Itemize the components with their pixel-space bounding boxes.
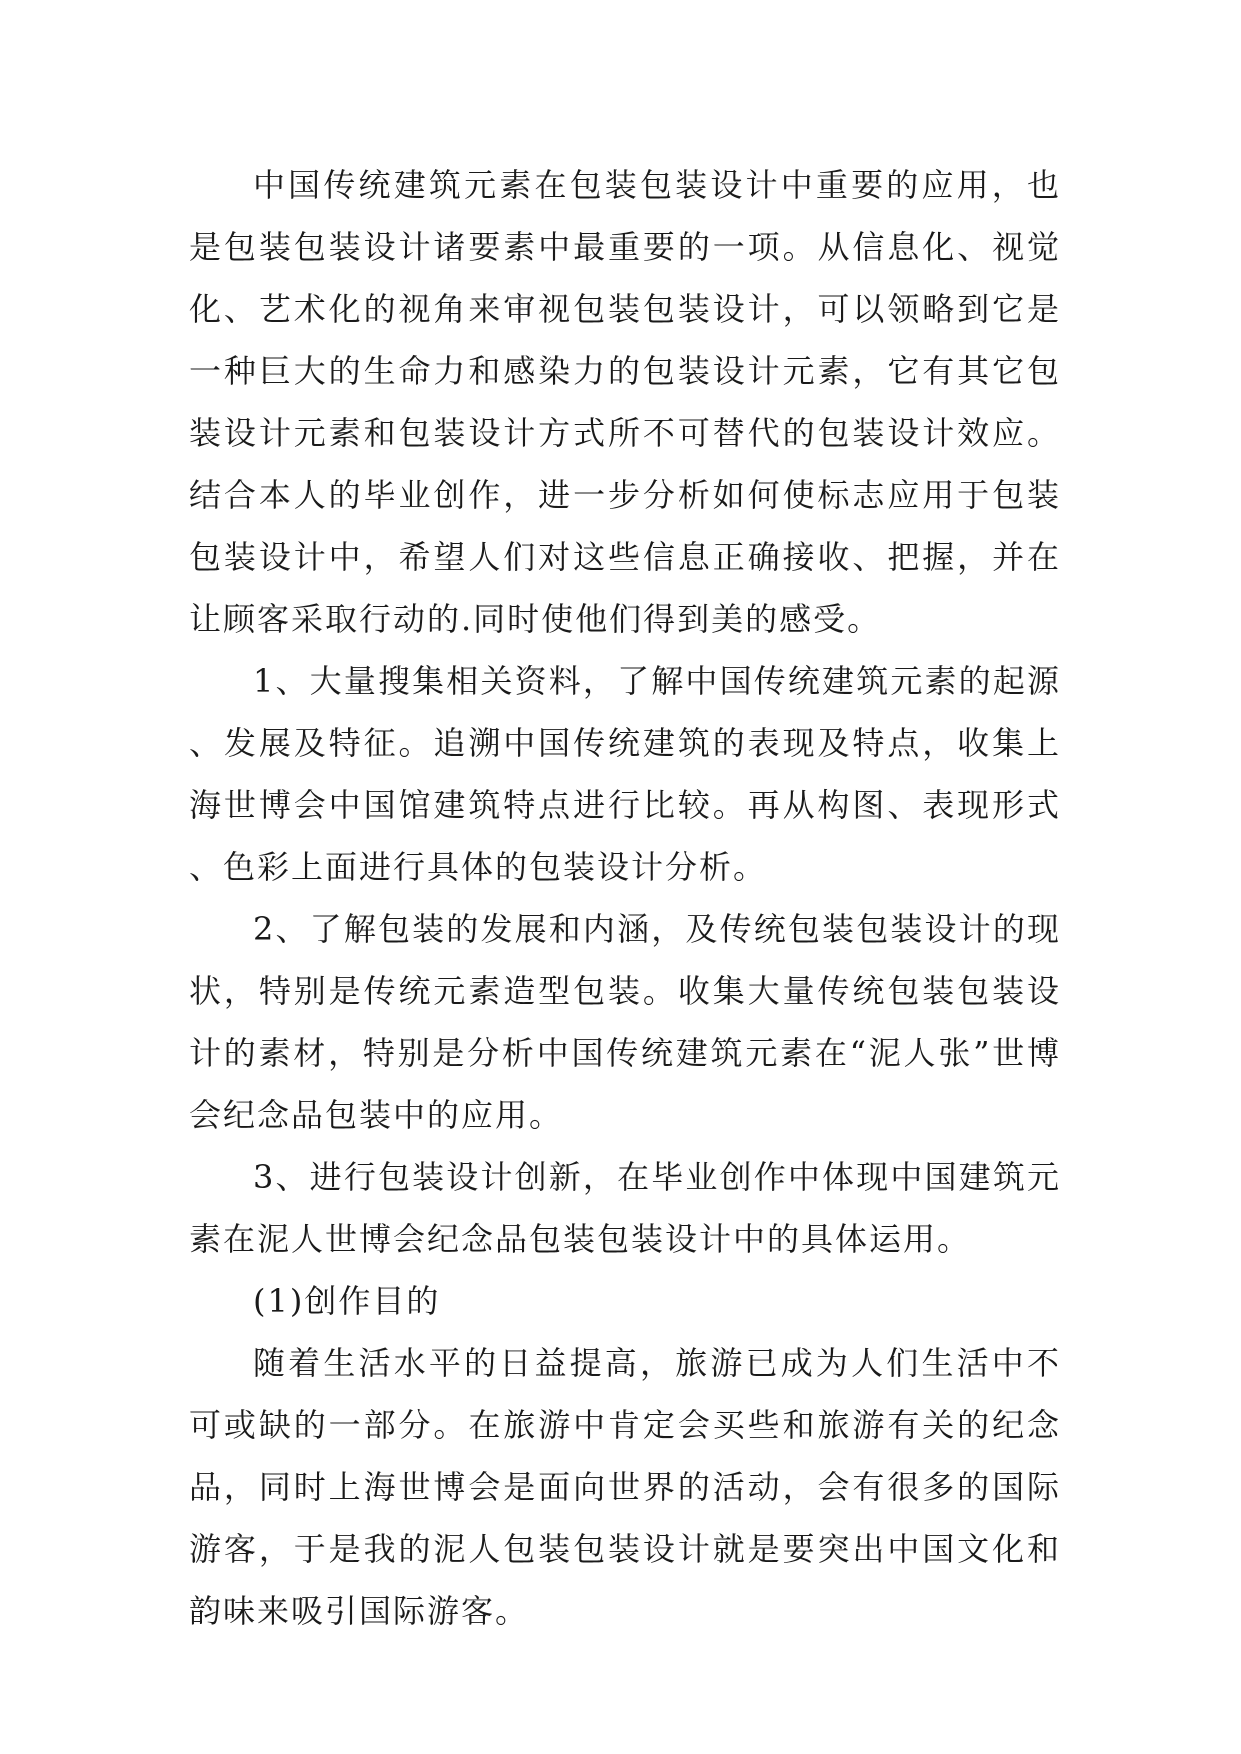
paragraph-item-3: 3、进行包装设计创新，在毕业创作中体现中国建筑元素在泥人世博会纪念品包装包装设计中的具体运用。 [189, 1158, 1061, 1258]
section-heading: (1)创作目的 [253, 1282, 441, 1320]
paragraph-purpose: 随着生活水平的日益提高，旅游已成为人们生活中不可或缺的一部分。在旅游中肯定会买些和旅游有关的纪念品，同时上海世博会是面向世界的活动，会有很多的国际游客，于是我的泥人包装包装设计就是要突出中国文化和韵味来吸引国际游客。 [189, 1344, 1061, 1630]
paragraph-item-2: 2、了解包装的发展和内涵，及传统包装包装设计的现状，特别是传统元素造型包装。收集大量传统包装包装设计的素材，特别是分析中国传统建筑元素在“泥人张”世博会纪念品包装中的应用。 [189, 910, 1061, 1134]
paragraph-item-1: 1、大量搜集相关资料，了解中国传统建筑元素的起源、发展及特征。追溯中国传统建筑的表现及特点，收集上海世博会中国馆建筑特点进行比较。再从构图、表现形式、色彩上面进行具体的包装设计分析。 [189, 662, 1061, 886]
paragraph-intro: 中国传统建筑元素在包装包装设计中重要的应用，也是包装包装设计诸要素中最重要的一项。从信息化、视觉化、艺术化的视角来审视包装包装设计，可以领略到它是一种巨大的生命力和感染力的包装设计元素，它有其它包装设计元素和包装设计方式所不可替代的包装设计效应。结合本人的毕业创作，进一步分析如何使标志应用于包装包装设计中，希望人们对这些信息正确接收、把握，并在让顾客采取行动的.同时使他们得到美的感受。 [189, 166, 1061, 638]
document-body [189, 154, 1061, 1642]
